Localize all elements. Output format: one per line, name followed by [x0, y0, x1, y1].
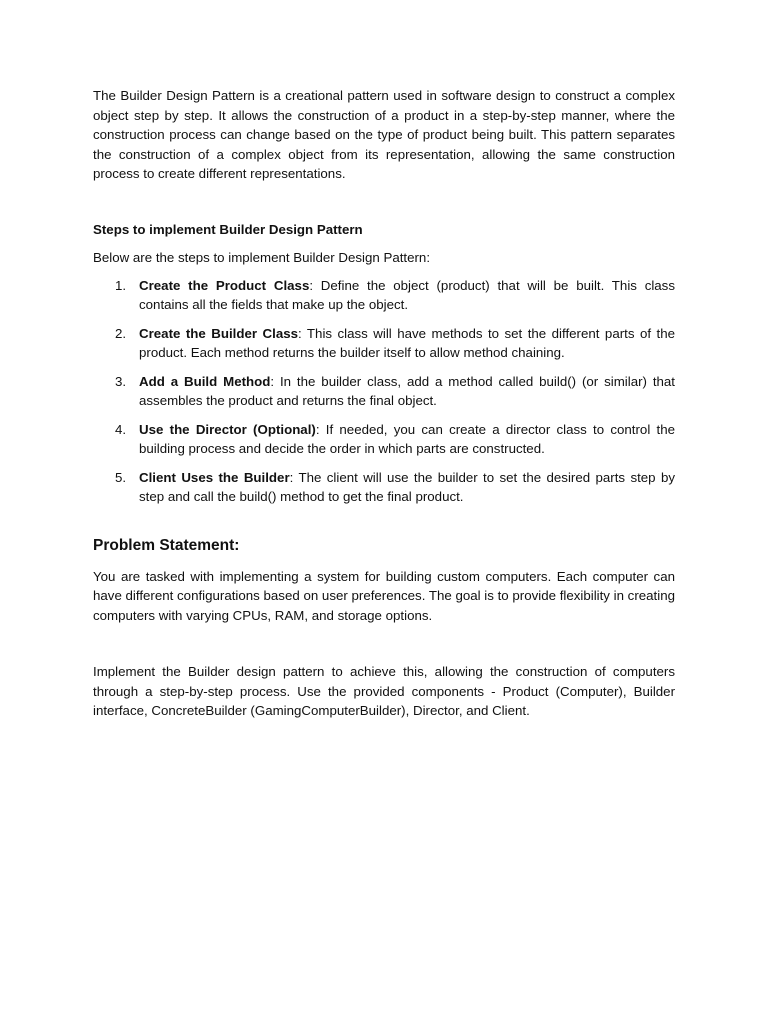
problem-paragraph-2: Implement the Builder design pattern to achieve this, allowing the construction of computers through a step-by-step process. Use the provided components - Product (Computer), Builder interface, ConcreteBuilder (GamingComputerBuilder), Director, and Client. — [93, 664, 675, 718]
step-item — [93, 420, 675, 459]
step-text: : If needed, you can create a director class to control the building process and decide the order in which parts are constructed. — [139, 421, 676, 456]
step-title: Client Uses the Builder — [139, 469, 290, 485]
step-number: 3. — [115, 373, 127, 389]
step-text: : Define the object (product) that will be built. This class contains all the fields that make up the object. — [139, 277, 675, 312]
step-text: : This class will have methods to set the different parts of the product. Each method returns the builder itself to allow method chaining. — [139, 325, 675, 360]
step-item — [93, 372, 675, 411]
step-item — [93, 276, 675, 315]
document-page — [93, 86, 675, 721]
step-title: Add a Build Method — [139, 373, 271, 389]
problem-paragraph-1: You are tasked with implementing a system for building custom computers. Each computer can have different configurations based on user preferences. The goal is to provide flexibility in creating computers with varying CPUs, RAM, and storage options. — [93, 568, 675, 623]
steps-list — [93, 276, 675, 507]
step-number: 4. — [115, 421, 127, 437]
step-text: : The client will use the builder to set the desired parts step by step and call the build() method to get the final product. — [139, 469, 676, 504]
step-item — [93, 468, 675, 507]
problem-heading: Problem Statement: — [93, 536, 240, 554]
step-text: : In the builder class, add a method called build() (or similar) that assembles the product and returns the final object. — [139, 373, 675, 408]
step-title: Create the Builder Class — [139, 325, 299, 341]
steps-heading: Steps to implement Builder Design Pattern — [93, 221, 363, 237]
step-number: 5. — [115, 469, 127, 485]
step-number: 1. — [115, 277, 127, 293]
step-title: Use the Director (Optional) — [139, 421, 316, 437]
step-title: Create the Product Class — [139, 277, 310, 293]
step-number: 2. — [115, 325, 127, 341]
steps-lead: Below are the steps to implement Builder Design Pattern: — [93, 250, 431, 265]
intro-paragraph: The Builder Design Pattern is a creational pattern used in software design to construct a complex object step by step. It allows the construction of a product in a step-by-step manner, where the construction process can change based on the type of product being built. This pattern separates the construction of a complex object from its representation, allowing the same construction process to create different representations. — [93, 88, 675, 181]
step-item — [93, 324, 675, 363]
